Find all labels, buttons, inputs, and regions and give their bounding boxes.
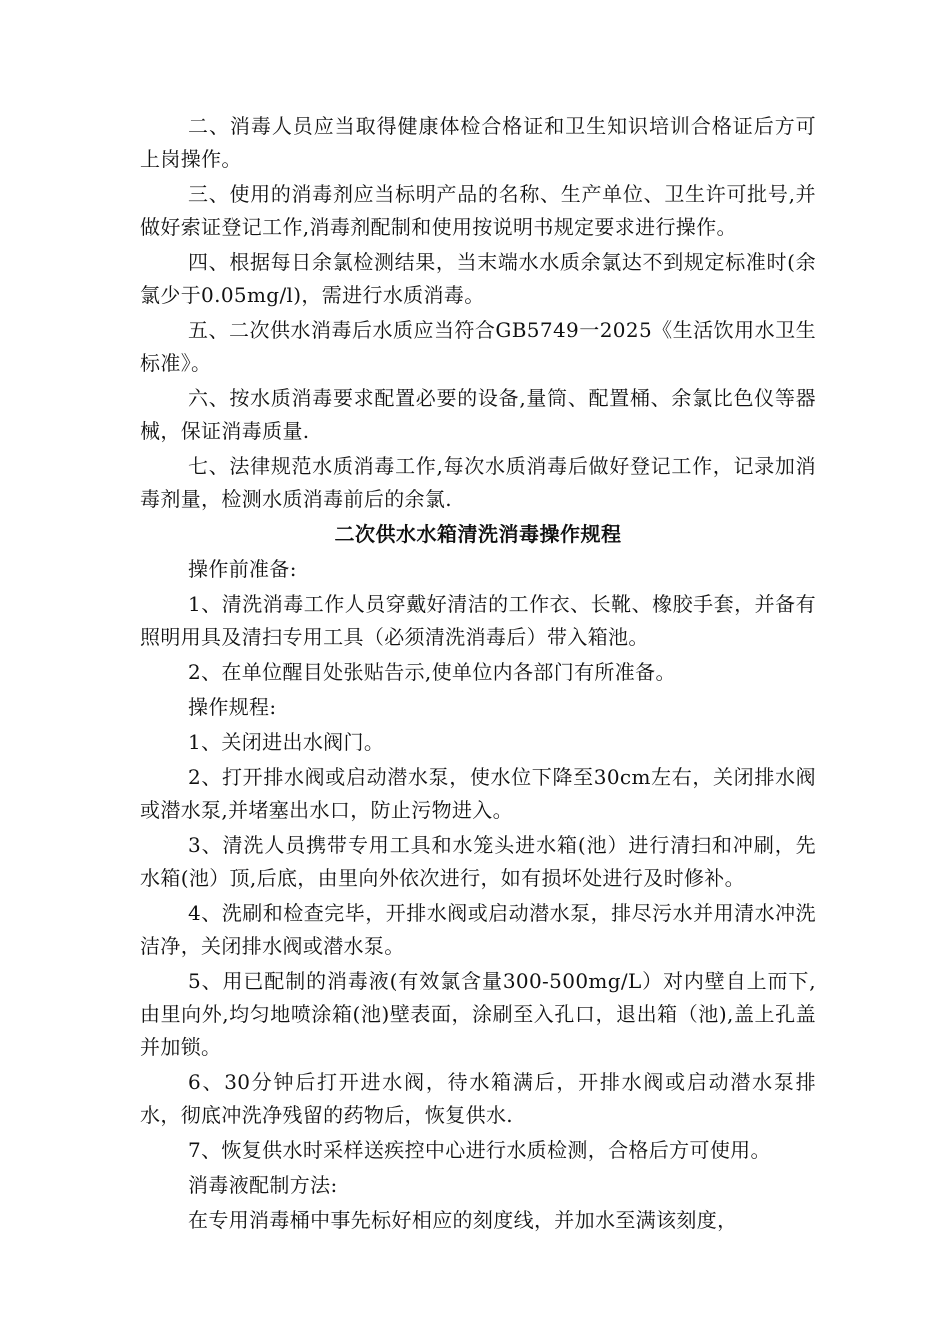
- prep-heading: 操作前准备:: [188, 557, 297, 581]
- procedure-heading: 操作规程:: [188, 695, 277, 719]
- procedure-step-5: 5、用已配制的消毒液(有效氯含量300-500mg/L）对内壁自上而下,由里向外,均匀地喷涂箱(池)壁表面，涂刷至入孔口，退出箱（池),盖上孔盖并加锁。: [140, 969, 816, 1059]
- procedure-step-4: 4、洗刷和检查完毕，开排水阀或启动潜水泵，排尽污水并用清水冲洗洁净，关闭排水阀或潜水泵。: [140, 901, 816, 958]
- prep-step-1: 1、清洗消毒工作人员穿戴好清洁的工作衣、长靴、橡胶手套，并备有照明用具及清扫专用工具（必须清洗消毒后）带入箱池。: [140, 592, 816, 649]
- paragraph-7: 七、法律规范水质消毒工作,每次水质消毒后做好登记工作，记录加消毒剂量，检测水质消毒前后的余氯.: [140, 454, 816, 511]
- procedure-step-1: 1、关闭进出水阀门。: [188, 730, 385, 754]
- paragraph-6: 六、按水质消毒要求配置必要的设备,量筒、配置桶、余氯比色仪等器械，保证消毒质量.: [140, 386, 816, 443]
- procedure-step-2: 2、打开排水阀或启动潜水泵，使水位下降至30cm左右，关闭排水阀或潜水泵,并堵塞出水口，防止污物进入。: [140, 765, 816, 822]
- procedure-step-6: 6、30分钟后打开进水阀，待水箱满后，开排水阀或启动潜水泵排水，彻底冲洗净残留的药物后，恢复供水.: [140, 1070, 816, 1127]
- procedure-step-3: 3、清洗人员携带专用工具和水笼头进水箱(池）进行清扫和冲刷，先水箱(池）顶,后底，由里向外依次进行，如有损坏处进行及时修补。: [140, 833, 816, 890]
- disinfectant-prep-text: 在专用消毒桶中事先标好相应的刻度线，并加水至满该刻度，: [188, 1208, 738, 1232]
- procedure-step-7: 7、恢复供水时采样送疾控中心进行水质检测，合格后方可使用。: [188, 1138, 771, 1162]
- disinfectant-prep-heading: 消毒液配制方法:: [188, 1173, 338, 1197]
- paragraph-5: 五、二次供水消毒后水质应当符合GB5749一2025《生活饮用水卫生标准》。: [140, 318, 816, 375]
- paragraph-2: 二、消毒人员应当取得健康体检合格证和卫生知识培训合格证后方可上岗操作。: [140, 114, 816, 171]
- document-body: [140, 110, 816, 1239]
- paragraph-3: 三、使用的消毒剂应当标明产品的名称、生产单位、卫生许可批号,并做好索证登记工作,消毒剂配制和使用按说明书规定要求进行操作。: [140, 182, 816, 239]
- prep-step-2: 2、在单位醒目处张贴告示,使单位内各部门有所准备。: [188, 660, 676, 684]
- paragraph-4: 四、根据每日余氯检测结果，当末端水水质余氯达不到规定标准时(余氯少于0.05mg/l)，需进行水质消毒。: [140, 250, 816, 307]
- section-title: 二次供水水箱清洗消毒操作规程: [334, 522, 622, 546]
